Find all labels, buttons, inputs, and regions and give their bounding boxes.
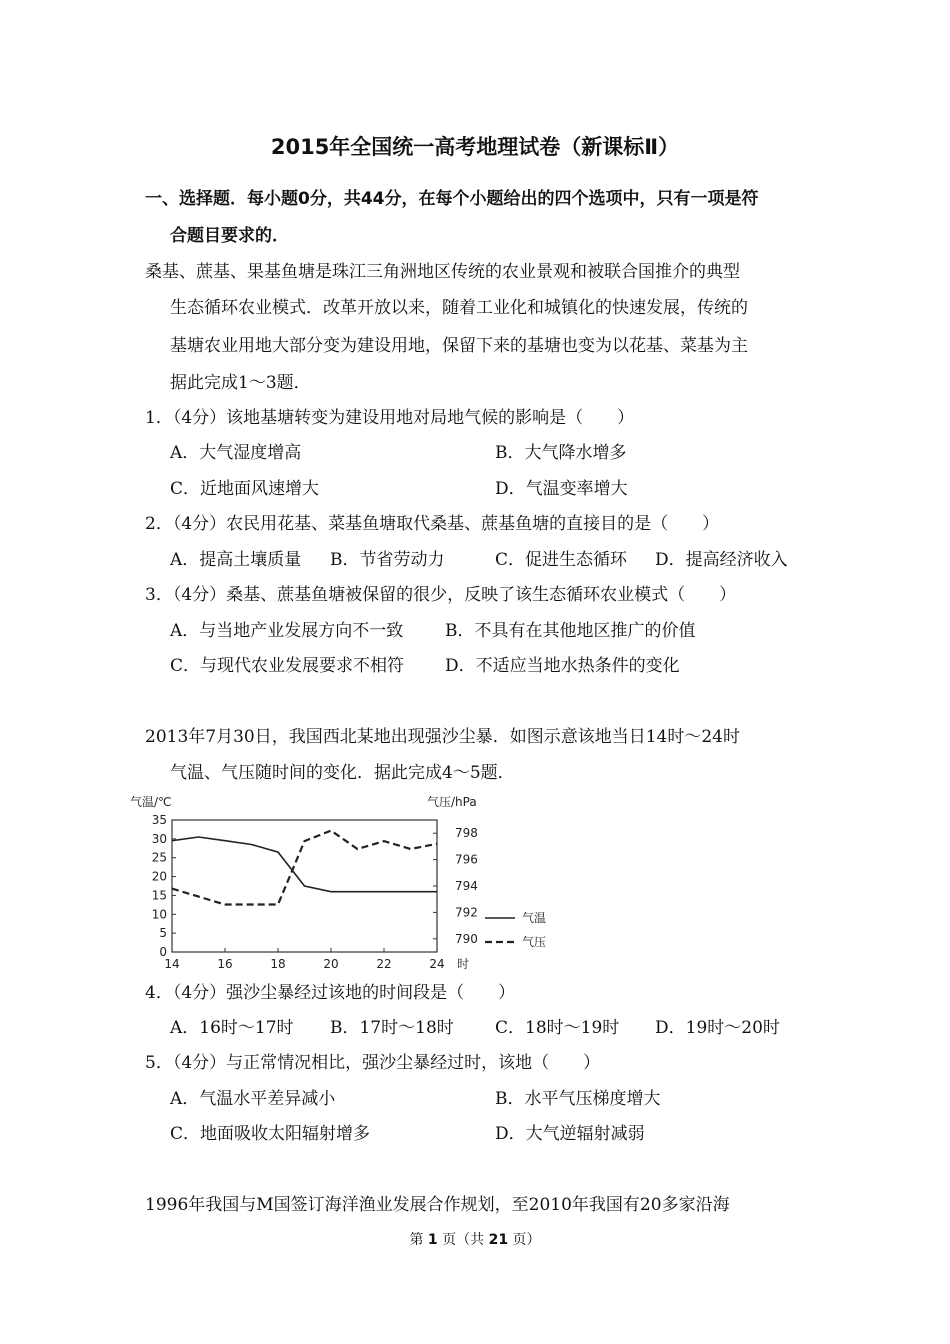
left-axis-tick-label: 10 [151,907,167,922]
question-5-option-c[interactable]: C．地面吸收太阳辐射增多 [170,1124,371,1144]
question-1-stem: 1．（4分）该地基塘转变为建设用地对局地气候的影响是（ ） [145,408,635,428]
temperature-pressure-chart [130,792,570,972]
x-axis-tick-label: 24 [429,957,445,971]
right-axis-tick-label: 792 [455,905,478,920]
x-axis-unit-label: 时 [457,957,470,971]
passage3-line1: 1996年我国与M国签订海洋渔业发展合作规划，至2010年我国有20多家沿海 [145,1195,730,1215]
left-axis-tick-label: 5 [159,926,167,941]
left-axis-tick-label: 0 [159,945,167,959]
footer-suffix: 页） [512,1232,541,1248]
series-line-pressure [172,831,437,905]
right-axis-label: 气压/hPa [427,795,477,809]
question-4-option-a[interactable]: A．16时～17时 [170,1018,294,1038]
passage1-line4: 据此完成1～3题． [170,373,311,393]
x-axis-tick-label: 22 [376,957,392,971]
question-1-option-c[interactable]: C．近地面风速增大 [170,479,320,499]
question-5-option-b[interactable]: B．水平气压梯度增大 [495,1089,661,1109]
question-1-option-d[interactable]: D．气温变率增大 [495,479,628,499]
page-title: 2015年全国统一高考地理试卷（新课标Ⅱ） [270,135,680,159]
right-axis-tick-label: 798 [455,826,478,841]
left-axis-tick-label: 30 [151,831,167,846]
footer-page-number: 1 [427,1232,438,1248]
question-3-stem: 3．（4分）桑基、蔗基鱼塘被保留的很少，反映了该生态循环农业模式（ ） [145,585,737,605]
question-4-option-d[interactable]: D．19时～20时 [655,1018,780,1038]
passage1-line3: 基塘农业用地大部分变为建设用地，保留下来的基塘也变为以花基、菜基为主 [170,336,748,356]
question-2-option-a[interactable]: A．提高土壤质量 [170,550,302,570]
left-axis-label: 气温/℃ [130,795,172,809]
question-5-stem: 5．（4分）与正常情况相比，强沙尘暴经过时，该地（ ） [145,1053,601,1073]
x-axis-tick-label: 16 [217,957,233,971]
footer-middle: 页（共 [442,1232,485,1248]
question-2-option-d[interactable]: D．提高经济收入 [655,550,788,570]
right-axis-tick-label: 796 [455,852,478,867]
page-footer [0,1230,950,1250]
x-axis-tick-label: 14 [164,957,180,971]
question-5-option-a[interactable]: A．气温水平差异减小 [170,1089,336,1109]
passage1-line2: 生态循环农业模式．改革开放以来，随着工业化和城镇化的快速发展，传统的 [170,298,748,318]
question-4-option-b[interactable]: B．17时～18时 [330,1018,454,1038]
right-axis-tick-label: 790 [455,931,478,946]
question-3-option-d[interactable]: D．不适应当地水热条件的变化 [445,656,680,676]
legend-label: 气温 [522,911,547,925]
section-heading-line2: 合题目要求的． [170,226,289,246]
left-axis-tick-label: 35 [151,813,167,827]
passage2-line1: 2013年7月30日，我国西北某地出现强沙尘暴．如图示意该地当日14时～24时 [145,727,740,747]
question-4-stem: 4．（4分）强沙尘暴经过该地的时间段是（ ） [145,983,516,1003]
left-axis-tick-label: 25 [151,850,167,865]
question-3-option-a[interactable]: A．与当地产业发展方向不一致 [170,621,404,641]
question-2-option-c[interactable]: C．促进生态循环 [495,550,628,570]
section-heading-line1: 一、选择题．每小题0分，共44分，在每个小题给出的四个选项中，只有一项是符 [145,189,759,209]
question-1-option-b[interactable]: B．大气降水增多 [495,443,627,463]
legend-label: 气压 [522,935,547,949]
passage2-line2: 气温、气压随时间的变化．据此完成4～5题． [170,763,515,783]
right-axis-tick-label: 794 [455,879,478,893]
question-5-option-d[interactable]: D．大气逆辐射减弱 [495,1124,645,1144]
passage1-line1: 桑基、蔗基、果基鱼塘是珠江三角洲地区传统的农业景观和被联合国推介的典型 [145,262,740,282]
footer-prefix: 第 [409,1232,424,1248]
question-2-stem: 2．（4分）农民用花基、菜基鱼塘取代桑基、蔗基鱼塘的直接目的是（ ） [145,514,720,534]
question-2-option-b[interactable]: B．节省劳动力 [330,550,445,570]
left-axis-tick-label: 20 [151,869,167,884]
question-1-option-a[interactable]: A．大气湿度增高 [170,443,302,463]
footer-total-pages: 21 [488,1232,509,1248]
question-3-option-b[interactable]: B．不具有在其他地区推广的价值 [445,621,696,641]
question-4-option-c[interactable]: C．18时～19时 [495,1018,620,1038]
x-axis-tick-label: 20 [323,957,339,971]
question-3-option-c[interactable]: C．与现代农业发展要求不相符 [170,656,405,676]
x-axis-tick-label: 18 [270,957,286,971]
left-axis-tick-label: 15 [151,888,167,903]
